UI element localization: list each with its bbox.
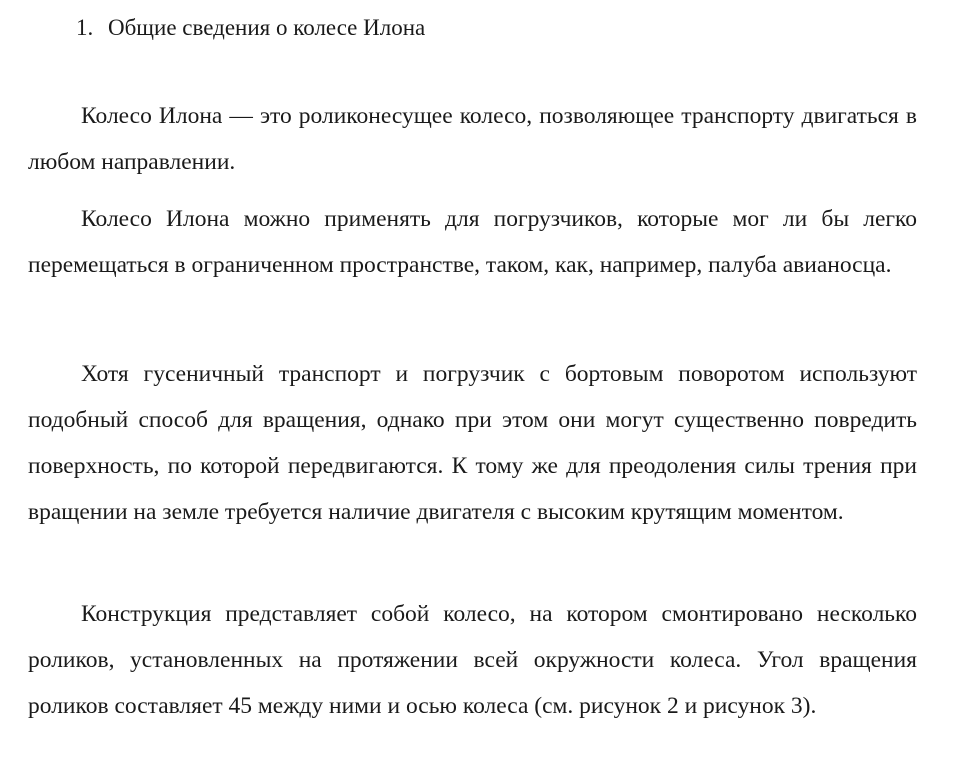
- paragraph-intro: Колесо Илона — это роликонесущее колесо, позволяющее транспорту двигаться в любом направлении.: [28, 103, 917, 175]
- paragraph-comparison: Хотя гусеничный транспорт и погрузчик с бортовым поворотом используют подобный способ для вращения, однако при этом они могут существенно повредить поверхность, по которой передвигаются. К тому же для преодоления силы трения при вращении на земле требуется наличие двигателя с высоким крутящим моментом.: [28, 361, 917, 525]
- section-number: 1.: [76, 15, 94, 40]
- paragraph-applications: Колесо Илона можно применять для погрузчиков, которые мог ли бы легко перемещаться в ограниченном пространстве, таком, как, например, палуба авианосца.: [28, 206, 917, 278]
- section-heading: [76, 13, 425, 43]
- section-title: Общие сведения о колесе Илона: [108, 15, 426, 40]
- paragraph-construction: Конструкция представляет собой колесо, на котором смонтировано несколько роликов, установленных на протяжении всей окружности колеса. Угол вращения роликов составляет 45 между ними и осью колеса (см. рисунок 2 и рисунок 3).: [28, 601, 917, 719]
